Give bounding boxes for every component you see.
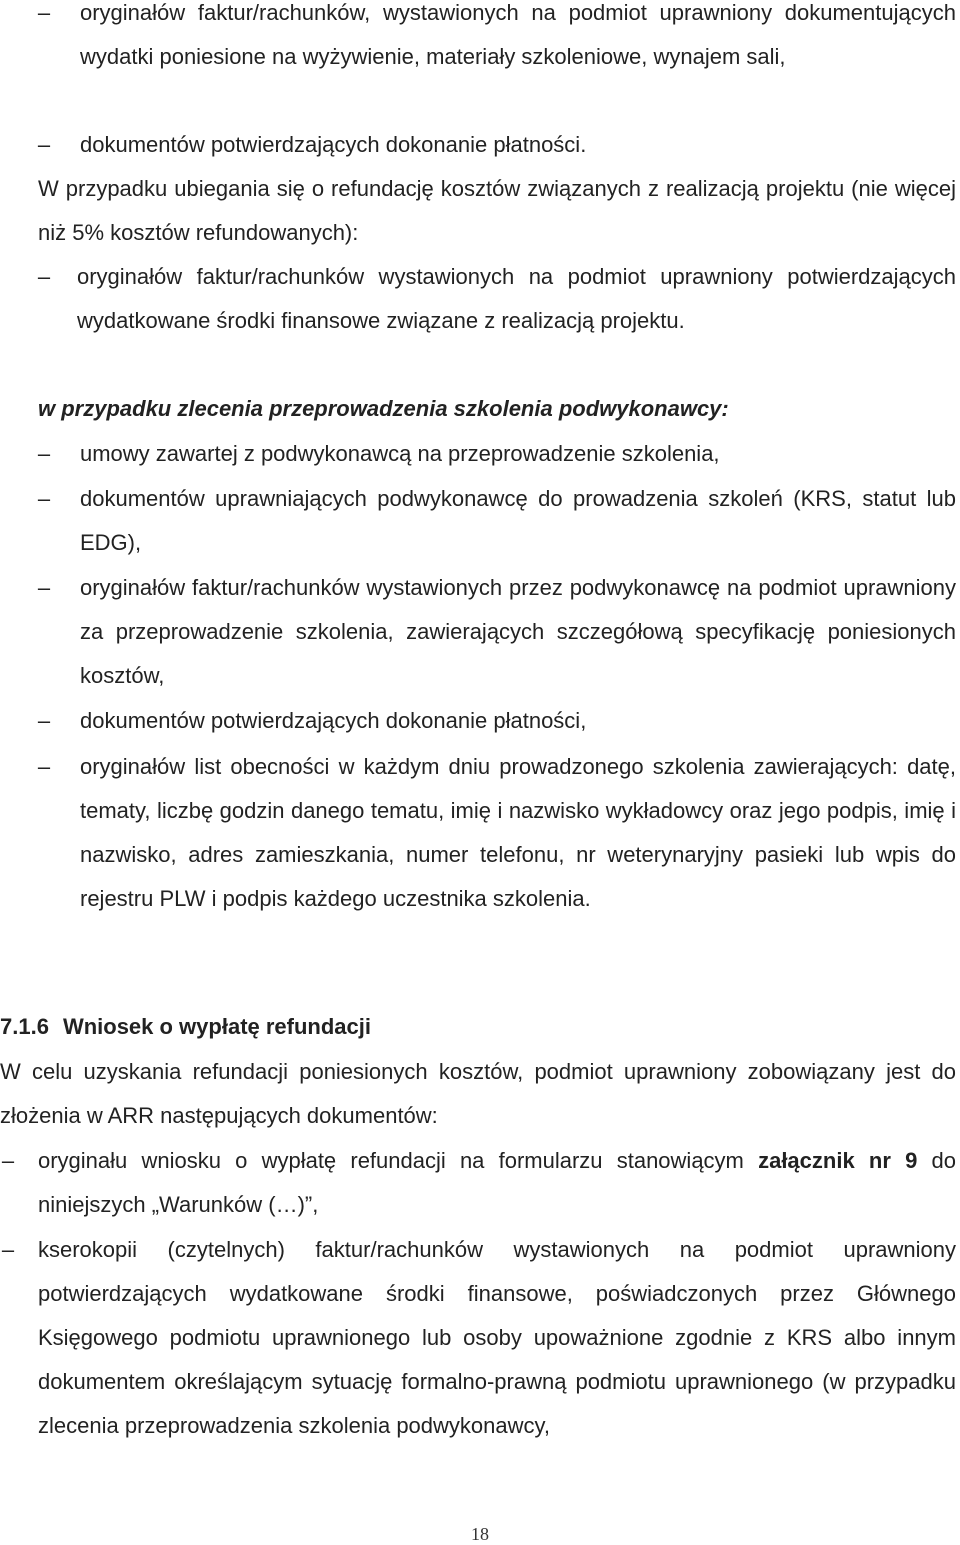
list-item-application-form xyxy=(38,1139,956,1227)
list-bullet: – xyxy=(37,132,51,157)
list-item: oryginałów faktur/rachunków, wystawionych na podmiot uprawniony dokumentujących wydatki poniesione na wyżywienie, materiały szkoleniowe, wynajem sali, xyxy=(80,0,956,69)
list-bullet: – xyxy=(1,1237,15,1262)
list-item: oryginałów faktur/rachunków wystawionych przez podwykonawcę na podmiot uprawniony za przeprowadzenie szkolenia, zawierających szczegółową specyfikację poniesionych kosztów, xyxy=(80,575,956,688)
list-item: oryginałów faktur/rachunków wystawionych na podmiot uprawniony potwierdzających wydatkowane środki finansowe związane z realizacją projektu. xyxy=(77,264,956,333)
list-bullet: – xyxy=(37,264,51,289)
list-item: oryginałów list obecności w każdym dniu prowadzonego szkolenia zawierających: datę, tematy, liczbę godzin danego tematu, imię i nazwisko wykładowcy oraz jego podpis, imię i nazwisko, adres zamieszkania, numer telefonu, nr weterynaryjny pasieki lub wpis do rejestru PLW i podpis każdego uczestnika szkolenia. xyxy=(80,754,956,911)
section-number: 7.1.6 xyxy=(0,1014,49,1039)
attachment-reference: załącznik nr 9 xyxy=(758,1148,918,1173)
section-title: Wniosek o wypłatę refundacji xyxy=(62,1014,372,1039)
list-item: dokumentów potwierdzających dokonanie płatności, xyxy=(80,708,587,733)
list-bullet: – xyxy=(37,754,51,779)
section-subcontractor-heading: w przypadku zlecenia przeprowadzenia szkolenia podwykonawcy: xyxy=(38,396,729,421)
list-bullet: – xyxy=(37,575,51,600)
list-bullet: – xyxy=(37,708,51,733)
item-text: oryginału wniosku o wypłatę refundacji na formularzu stanowiącym xyxy=(38,1148,759,1173)
section-heading xyxy=(0,1005,371,1049)
list-item-invoice-copies: kserokopii (czytelnych) faktur/rachunków wystawionych na podmiot uprawniony potwierdzających wydatkowane środki finansowe, poświadczonych przez Głównego Księgowego podmiotu uprawnionego lub osoby upoważnione zgodnie z KRS albo innym dokumentem określającym sytuację formalno-prawną podmiotu uprawnionego (w przypadku zlecenia przeprowadzenia szkolenia podwykonawcy, xyxy=(38,1237,956,1438)
list-bullet: – xyxy=(37,486,51,511)
list-item: umowy zawartej z podwykonawcą na przeprowadzenie szkolenia, xyxy=(80,441,720,466)
paragraph-refund-documents: W celu uzyskania refundacji poniesionych kosztów, podmiot uprawniony zobowiązany jest do złożenia w ARR następujących dokumentów: xyxy=(0,1059,956,1128)
list-bullet: – xyxy=(1,1148,15,1173)
list-item: dokumentów potwierdzających dokonanie płatności. xyxy=(80,132,587,157)
list-item: dokumentów uprawniających podwykonawcę do prowadzenia szkoleń (KRS, statut lub EDG), xyxy=(80,486,956,555)
paragraph-refund-intro: W przypadku ubiegania się o refundację kosztów związanych z realizacją projektu (nie więcej niż 5% kosztów refundowanych): xyxy=(38,176,956,245)
list-bullet: – xyxy=(37,441,51,466)
page-number: 18 xyxy=(471,1524,489,1544)
list-bullet: – xyxy=(37,0,51,25)
item-text: do niniejszych „Warunków (…)”, xyxy=(38,1148,956,1217)
